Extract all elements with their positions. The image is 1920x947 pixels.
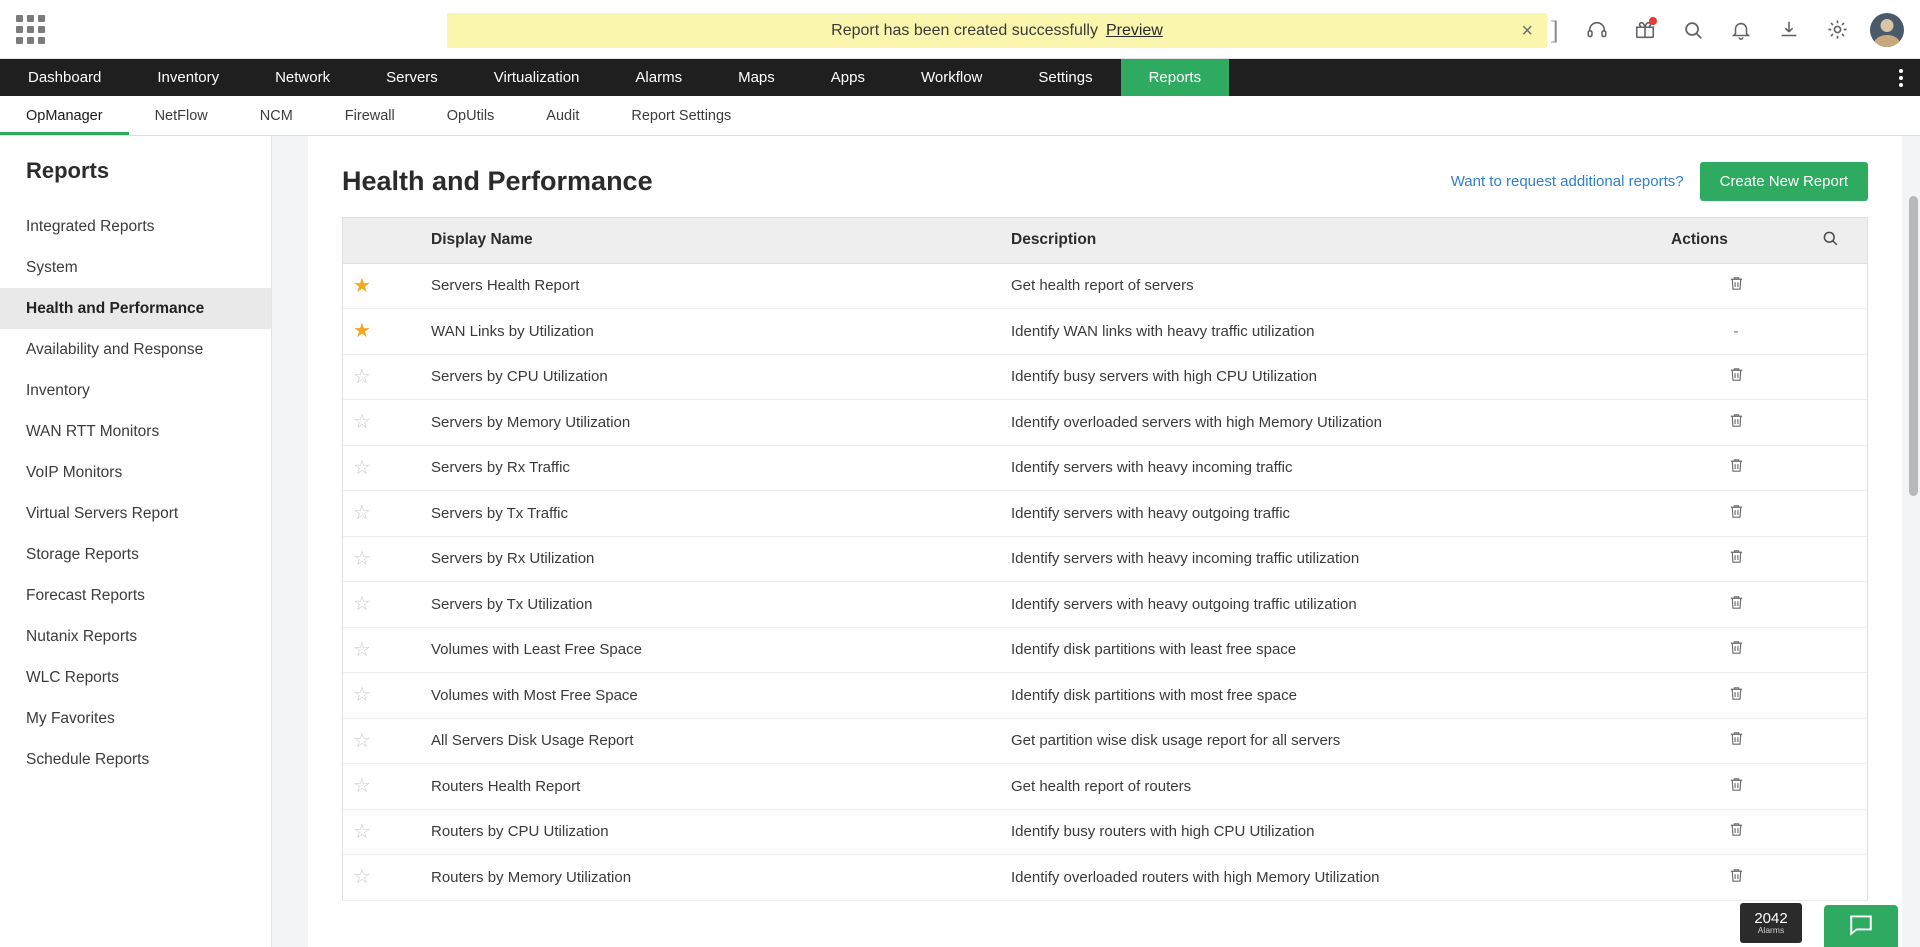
delete-icon[interactable] bbox=[1728, 548, 1745, 569]
report-description: Identify overloaded servers with high Memory Utilization bbox=[1001, 400, 1661, 446]
table-row[interactable] bbox=[343, 491, 1867, 537]
nav-item-network[interactable]: Network bbox=[275, 69, 331, 86]
delete-icon[interactable] bbox=[1728, 685, 1745, 706]
report-description: Identify servers with heavy outgoing traffic utilization bbox=[1001, 582, 1661, 628]
page-title: Health and Performance bbox=[342, 166, 653, 196]
spacer-cell bbox=[1811, 764, 1867, 810]
delete-icon[interactable] bbox=[1728, 412, 1745, 433]
table-row[interactable] bbox=[343, 855, 1867, 901]
sidebar-item-health-and-performance[interactable]: Health and Performance bbox=[0, 288, 271, 329]
sidebar-item-virtual-servers-report[interactable]: Virtual Servers Report bbox=[26, 504, 179, 522]
spacer-cell bbox=[1811, 809, 1867, 855]
avatar[interactable] bbox=[1870, 13, 1904, 47]
table-row[interactable] bbox=[343, 627, 1867, 673]
page-body bbox=[0, 136, 1920, 947]
delete-icon[interactable] bbox=[1728, 730, 1745, 751]
nav-item-servers[interactable]: Servers bbox=[386, 69, 438, 86]
nav-item-reports[interactable]: Reports bbox=[1121, 59, 1230, 96]
row-actions[interactable] bbox=[1661, 582, 1811, 628]
row-actions[interactable] bbox=[1661, 718, 1811, 764]
report-name[interactable]: Volumes with Least Free Space bbox=[421, 627, 1001, 673]
column-header-favorite bbox=[343, 218, 421, 263]
main-navigation bbox=[0, 59, 1920, 96]
spacer-cell bbox=[1811, 673, 1867, 719]
top-bar bbox=[0, 0, 1920, 59]
table-body bbox=[343, 263, 1867, 900]
delete-icon[interactable] bbox=[1728, 366, 1745, 387]
download-icon[interactable] bbox=[1774, 15, 1804, 45]
subnav-item-report-settings[interactable]: Report Settings bbox=[631, 107, 732, 124]
row-actions[interactable] bbox=[1661, 491, 1811, 537]
star-icon[interactable]: ☆ bbox=[353, 775, 371, 798]
table-header bbox=[343, 218, 1867, 263]
vertical-scrollbar[interactable] bbox=[1909, 196, 1918, 496]
sidebar-item-forecast-reports[interactable]: Forecast Reports bbox=[26, 586, 145, 604]
favorite-cell[interactable] bbox=[343, 764, 421, 810]
alarm-count-chip[interactable] bbox=[1740, 903, 1802, 943]
report-name[interactable]: Servers by Tx Traffic bbox=[421, 491, 1001, 537]
gift-icon[interactable] bbox=[1630, 15, 1660, 45]
nav-item-alarms[interactable]: Alarms bbox=[635, 69, 683, 86]
spacer-cell bbox=[1811, 400, 1867, 446]
row-actions bbox=[1661, 309, 1811, 355]
sidebar-item-inventory[interactable]: Inventory bbox=[26, 381, 90, 399]
search-icon[interactable] bbox=[1821, 234, 1839, 251]
nav-item-settings[interactable]: Settings bbox=[1038, 69, 1093, 86]
report-name[interactable]: Servers by Rx Traffic bbox=[421, 445, 1001, 491]
delete-icon[interactable] bbox=[1728, 594, 1745, 615]
close-icon[interactable]: × bbox=[1521, 19, 1533, 42]
report-name[interactable]: Volumes with Most Free Space bbox=[421, 673, 1001, 719]
report-description: Identify WAN links with heavy traffic utilization bbox=[1001, 309, 1661, 355]
row-actions[interactable] bbox=[1661, 855, 1811, 901]
nav-overflow-icon[interactable] bbox=[1890, 59, 1912, 96]
star-icon[interactable]: ☆ bbox=[353, 456, 371, 479]
column-header-display-name: Display Name bbox=[421, 218, 1001, 263]
table-row[interactable] bbox=[343, 354, 1867, 400]
table-row[interactable] bbox=[343, 718, 1867, 764]
toast-preview-link[interactable]: Preview bbox=[1105, 21, 1163, 39]
favorite-cell[interactable] bbox=[343, 582, 421, 628]
sidebar-item-my-favorites[interactable]: My Favorites bbox=[26, 709, 115, 727]
favorite-cell[interactable] bbox=[343, 627, 421, 673]
row-actions[interactable] bbox=[1661, 354, 1811, 400]
table-header-row bbox=[343, 218, 1867, 263]
delete-icon[interactable] bbox=[1728, 275, 1745, 296]
row-actions[interactable] bbox=[1661, 627, 1811, 673]
favorite-cell[interactable] bbox=[343, 309, 421, 355]
report-description: Identify servers with heavy outgoing traffic bbox=[1001, 491, 1661, 537]
spacer-cell bbox=[1811, 627, 1867, 673]
sidebar bbox=[0, 136, 272, 947]
favorite-cell[interactable] bbox=[343, 491, 421, 537]
table-row[interactable] bbox=[343, 445, 1867, 491]
row-actions[interactable] bbox=[1661, 445, 1811, 491]
subnav-item-opmanager[interactable]: OpManager bbox=[0, 96, 129, 135]
star-icon[interactable]: ☆ bbox=[353, 365, 371, 388]
delete-icon[interactable] bbox=[1728, 867, 1745, 888]
table-row[interactable] bbox=[343, 309, 1867, 355]
content-area bbox=[272, 136, 1920, 947]
sidebar-item-integrated-reports[interactable]: Integrated Reports bbox=[26, 217, 155, 235]
nav-item-apps[interactable]: Apps bbox=[830, 69, 865, 86]
report-description: Identify busy servers with high CPU Utilization bbox=[1001, 354, 1661, 400]
delete-icon[interactable] bbox=[1728, 503, 1745, 524]
star-icon[interactable]: ☆ bbox=[353, 593, 371, 616]
sidebar-item-schedule-reports[interactable]: Schedule Reports bbox=[26, 750, 150, 768]
reports-panel bbox=[308, 136, 1902, 947]
favorite-cell[interactable] bbox=[343, 809, 421, 855]
spacer-cell bbox=[1811, 582, 1867, 628]
subnav-item-netflow[interactable]: NetFlow bbox=[154, 107, 208, 124]
toast-notification bbox=[447, 13, 1547, 48]
table-row[interactable] bbox=[343, 809, 1867, 855]
spacer-cell bbox=[1811, 855, 1867, 901]
apps-grid-icon[interactable] bbox=[0, 0, 60, 59]
decorative-bracket: ] bbox=[1550, 16, 1559, 45]
row-actions[interactable] bbox=[1661, 764, 1811, 810]
delete-icon[interactable] bbox=[1728, 776, 1745, 797]
table-row[interactable] bbox=[343, 400, 1867, 446]
star-icon[interactable]: ☆ bbox=[353, 684, 371, 707]
report-description: Identify servers with heavy incoming traffic utilization bbox=[1001, 536, 1661, 582]
alarm-label: Alarms bbox=[1757, 925, 1785, 936]
column-header-description: Description bbox=[1001, 218, 1661, 263]
table-row[interactable] bbox=[343, 764, 1867, 810]
favorite-cell[interactable] bbox=[343, 354, 421, 400]
reports-table bbox=[343, 218, 1867, 901]
report-name[interactable]: All Servers Disk Usage Report bbox=[421, 718, 1001, 764]
spacer-cell bbox=[1811, 309, 1867, 355]
row-actions[interactable] bbox=[1661, 263, 1811, 309]
row-actions[interactable] bbox=[1661, 536, 1811, 582]
star-icon[interactable]: ☆ bbox=[353, 411, 371, 434]
row-actions[interactable] bbox=[1661, 673, 1811, 719]
nav-item-workflow[interactable]: Workflow bbox=[920, 69, 983, 86]
report-name[interactable]: Routers Health Report bbox=[421, 764, 1001, 810]
reports-table-wrapper bbox=[342, 217, 1868, 901]
report-description: Identify overloaded routers with high Memory Utilization bbox=[1001, 855, 1661, 901]
gear-icon[interactable] bbox=[1822, 15, 1852, 45]
nav-item-inventory[interactable]: Inventory bbox=[157, 69, 220, 86]
sidebar-item-voip-monitors[interactable]: VoIP Monitors bbox=[26, 463, 123, 481]
report-description: Identify servers with heavy incoming traffic bbox=[1001, 445, 1661, 491]
report-name[interactable]: Servers by Tx Utilization bbox=[421, 582, 1001, 628]
report-name[interactable]: WAN Links by Utilization bbox=[421, 309, 1001, 355]
favorite-cell[interactable] bbox=[343, 400, 421, 446]
star-icon[interactable]: ★ bbox=[353, 320, 371, 343]
grid-apps-icon bbox=[16, 15, 45, 44]
search-icon[interactable] bbox=[1678, 15, 1708, 45]
create-new-report-button[interactable]: Create New Report bbox=[1700, 162, 1868, 201]
delete-icon[interactable] bbox=[1728, 639, 1745, 660]
favorite-cell[interactable] bbox=[343, 263, 421, 309]
favorite-cell[interactable] bbox=[343, 855, 421, 901]
nav-item-virtualization[interactable]: Virtualization bbox=[493, 69, 580, 86]
favorite-cell[interactable] bbox=[343, 718, 421, 764]
headset-icon[interactable] bbox=[1582, 15, 1612, 45]
star-icon[interactable]: ☆ bbox=[353, 866, 371, 889]
subnav-item-ncm[interactable]: NCM bbox=[259, 107, 293, 124]
spacer-cell bbox=[1811, 263, 1867, 309]
nav-item-maps[interactable]: Maps bbox=[738, 69, 775, 86]
sidebar-item-storage-reports[interactable]: Storage Reports bbox=[26, 545, 139, 563]
report-name[interactable]: Routers by Memory Utilization bbox=[421, 855, 1001, 901]
table-row[interactable] bbox=[343, 673, 1867, 719]
subnav-item-firewall[interactable]: Firewall bbox=[344, 107, 395, 124]
toast-message: Report has been created successfully bbox=[831, 21, 1098, 39]
report-name[interactable]: Routers by CPU Utilization bbox=[421, 809, 1001, 855]
spacer-cell bbox=[1811, 491, 1867, 537]
table-row[interactable] bbox=[343, 263, 1867, 309]
favorite-cell[interactable] bbox=[343, 536, 421, 582]
sidebar-item-availability-and-response[interactable]: Availability and Response bbox=[26, 340, 204, 358]
star-icon[interactable]: ☆ bbox=[353, 547, 371, 570]
panel-header-actions bbox=[1451, 162, 1868, 201]
sidebar-item-nutanix-reports[interactable]: Nutanix Reports bbox=[26, 627, 138, 645]
report-description: Identify disk partitions with most free space bbox=[1001, 673, 1661, 719]
star-icon[interactable]: ☆ bbox=[353, 820, 371, 843]
star-icon[interactable]: ☆ bbox=[353, 729, 371, 752]
sidebar-item-wan-rtt-monitors[interactable]: WAN RTT Monitors bbox=[26, 422, 160, 440]
nav-item-dashboard[interactable]: Dashboard bbox=[28, 69, 102, 86]
report-description: Get partition wise disk usage report for all servers bbox=[1001, 718, 1661, 764]
subnav-item-oputils[interactable]: OpUtils bbox=[446, 107, 495, 124]
spacer-cell bbox=[1811, 354, 1867, 400]
bell-icon[interactable] bbox=[1726, 15, 1756, 45]
request-additional-reports-link[interactable]: Want to request additional reports? bbox=[1450, 173, 1684, 190]
chat-icon bbox=[1848, 911, 1874, 942]
report-name[interactable]: Servers by Rx Utilization bbox=[421, 536, 1001, 582]
sub-navigation bbox=[0, 96, 1920, 136]
chat-button[interactable] bbox=[1824, 905, 1898, 947]
gift-badge bbox=[1649, 17, 1657, 25]
star-icon[interactable]: ☆ bbox=[353, 638, 371, 661]
report-description: Identify busy routers with high CPU Utilization bbox=[1001, 809, 1661, 855]
subnav-item-audit[interactable]: Audit bbox=[546, 107, 580, 124]
panel-header bbox=[308, 136, 1902, 217]
row-actions[interactable] bbox=[1661, 809, 1811, 855]
favorite-cell[interactable] bbox=[343, 445, 421, 491]
favorite-cell[interactable] bbox=[343, 673, 421, 719]
delete-icon[interactable] bbox=[1728, 457, 1745, 478]
column-header-actions: Actions bbox=[1661, 218, 1811, 263]
row-actions[interactable] bbox=[1661, 400, 1811, 446]
alarm-count: 2042 bbox=[1754, 909, 1788, 927]
sidebar-item-system[interactable]: System bbox=[26, 258, 78, 276]
table-search-icon[interactable] bbox=[1811, 218, 1867, 263]
report-name[interactable]: Servers by Memory Utilization bbox=[421, 400, 1001, 446]
spacer-cell bbox=[1811, 718, 1867, 764]
delete-icon[interactable] bbox=[1728, 821, 1745, 842]
top-icon-group bbox=[1582, 0, 1910, 59]
no-action-dash: - bbox=[1733, 322, 1739, 340]
report-description: Get health report of servers bbox=[1001, 263, 1661, 309]
report-description: Identify disk partitions with least free space bbox=[1001, 627, 1661, 673]
sidebar-item-wlc-reports[interactable]: WLC Reports bbox=[26, 668, 120, 686]
spacer-cell bbox=[1811, 445, 1867, 491]
sidebar-title: Reports bbox=[26, 158, 110, 183]
spacer-cell bbox=[1811, 536, 1867, 582]
table-row[interactable] bbox=[343, 582, 1867, 628]
report-name[interactable]: Servers Health Report bbox=[421, 263, 1001, 309]
star-icon[interactable]: ★ bbox=[353, 274, 371, 297]
report-name[interactable]: Servers by CPU Utilization bbox=[421, 354, 1001, 400]
report-description: Get health report of routers bbox=[1001, 764, 1661, 810]
star-icon[interactable]: ☆ bbox=[353, 502, 371, 525]
table-row[interactable] bbox=[343, 536, 1867, 582]
